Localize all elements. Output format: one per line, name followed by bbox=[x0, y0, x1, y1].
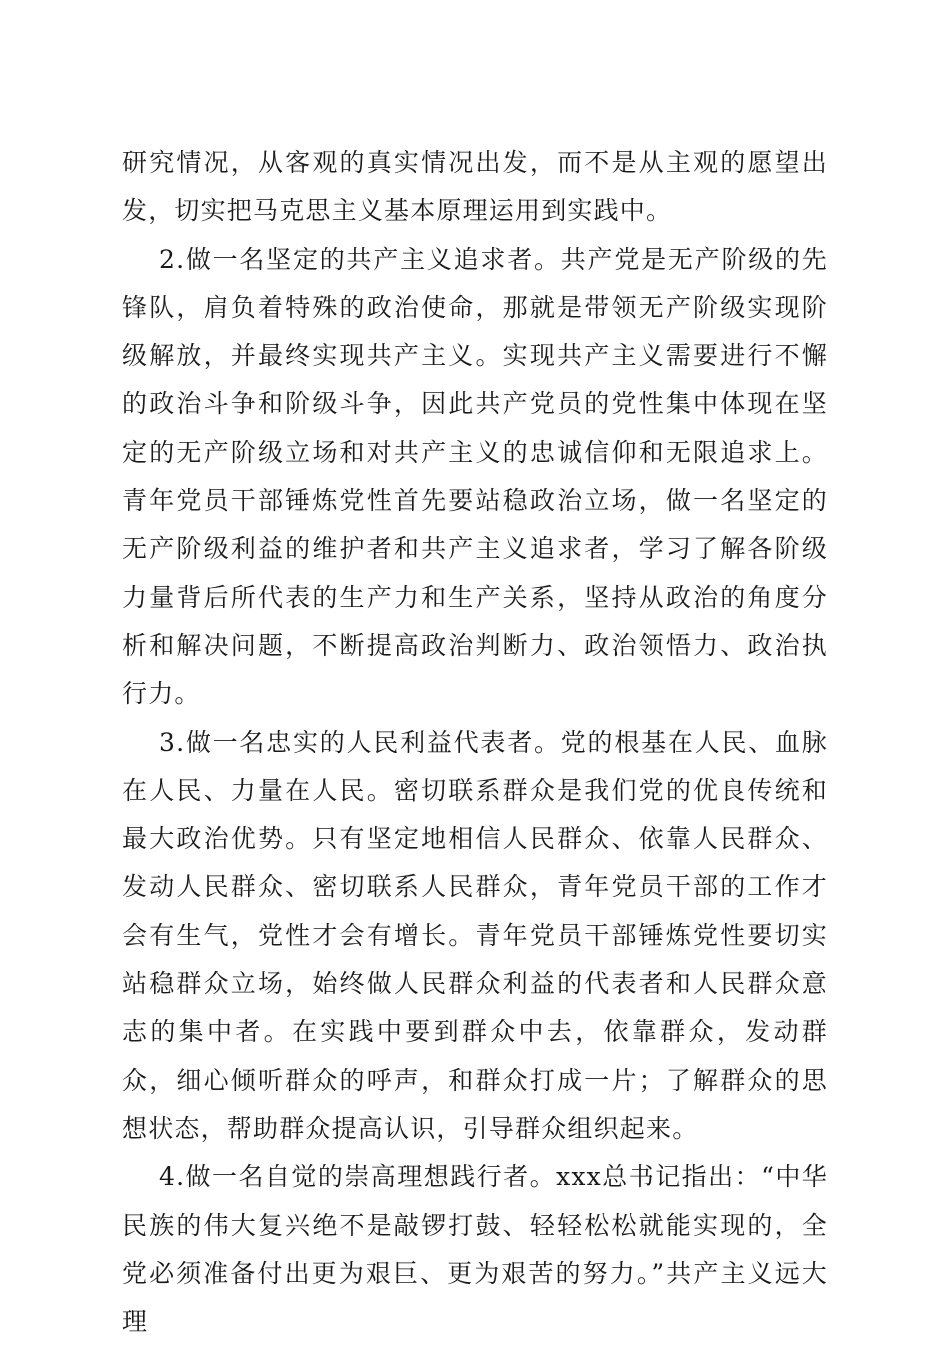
paragraph-point-3: 3.做一名忠实的人民利益代表者。党的根基在人民、血脉在人民、力量在人民。密切联系群众是我们党的优良传统和最大政治优势。只有坚定地相信人民群众、依靠人民群众、发动人民群众、密切联系人民群众，青年党员干部的工作才会有生气，党性才会有增长。青年党员干部锤炼党性要切实站稳群众立场，始终做人民群众利益的代表者和人民群众意志的集中者。在实践中要到群众中去，依靠群众，发动群众，细心倾听群众的呼声，和群众打成一片；了解群众的思想状态，帮助群众提高认识，引导群众组织起来。 bbox=[122, 727, 828, 1143]
paragraph-point-4: 4.做一名自觉的崇高理想践行者。xxx总书记指出：“中华民族的伟大复兴绝不是敲锣打鼓、轻轻松松就能实现的，全党必须准备付出更为艰巨、更为艰苦的努力。”共产主义远大理 bbox=[122, 1162, 828, 1337]
paragraph-point-2: 2.做一名坚定的共产主义追求者。共产党是无产阶级的先锋队，肩负着特殊的政治使命，那就是带领无产阶级实现阶级解放，并最终实现共产主义。实现共产主义需要进行不懈的政治斗争和阶级斗争，因此共产党员的党性集中体现在坚定的无产阶级立场和对共产主义的忠诚信仰和无限追求上。青年党员干部锤炼党性首先要站稳政治立场，做一名坚定的无产阶级利益的维护者和共产主义追求者，学习了解各阶级力量背后所代表的生产力和生产关系，坚持从政治的角度分析和解决问题，不断提高政治判断力、政治领悟力、政治执行力。 bbox=[122, 244, 828, 709]
paragraph-continuation: 研究情况，从客观的真实情况出发，而不是从主观的愿望出发，切实把马克思主义基本原理运用到实践中。 bbox=[122, 148, 828, 226]
document-body bbox=[122, 139, 828, 1346]
